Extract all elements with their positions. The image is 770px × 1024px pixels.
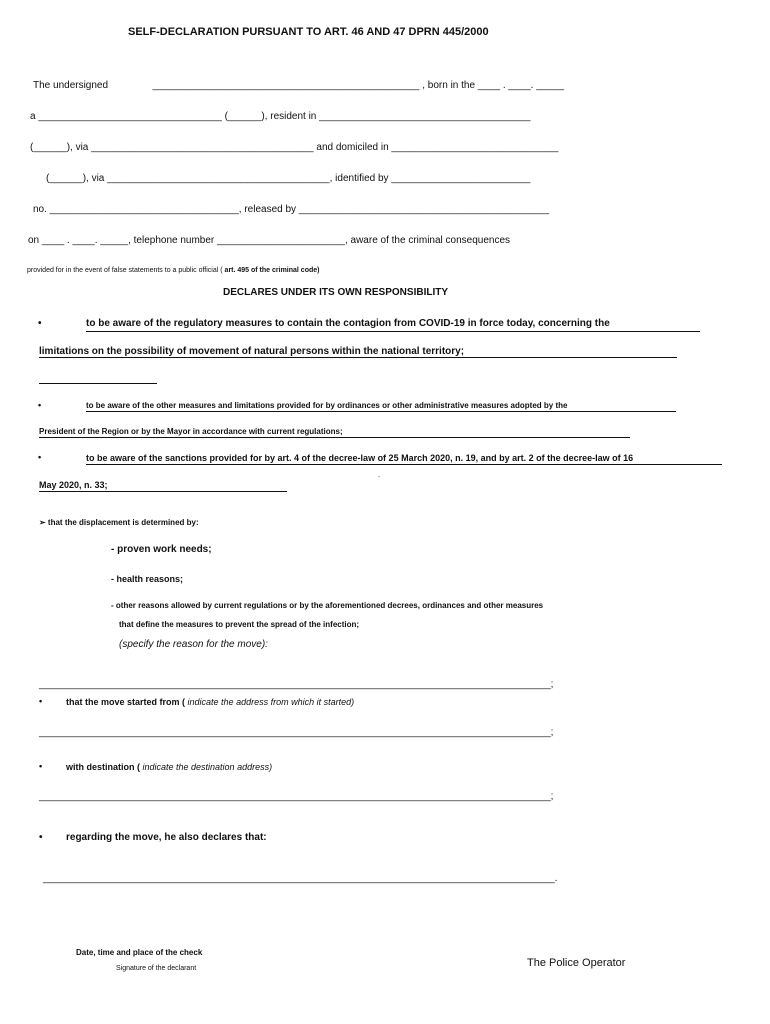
bullet-3: •	[38, 452, 42, 462]
point-3-underline-1	[86, 464, 722, 465]
point-1-underline-1	[86, 331, 700, 332]
reason-blank-line[interactable]: ____________________________________________________________________________________________;	[39, 679, 554, 690]
also-declares: regarding the move, he also declares that:	[66, 832, 267, 843]
legal-note-text: provided for in the event of false statements to a public official (	[27, 267, 225, 274]
point-3-mark: -	[378, 474, 381, 481]
police-operator-label: The Police Operator	[527, 957, 626, 969]
move-start-hint: indicate the address from which it started)	[187, 697, 355, 707]
declares-heading: DECLARES UNDER ITS OWN RESPONSIBILITY	[223, 287, 449, 298]
signature-label: Signature of the declarant	[116, 965, 197, 972]
date-place-label: Date, time and place of the check	[76, 948, 203, 957]
destination-blank[interactable]: ____________________________________________________________________________________________;	[39, 791, 554, 802]
reason-other-line-2: that define the measures to prevent the spread of the infection;	[119, 620, 360, 629]
point-1-line-1: to be aware of the regulatory measures to contain the contagion from COVID-19 in force today, concerning the	[86, 318, 610, 329]
destination-label	[66, 761, 272, 773]
reason-other-line-1: - other reasons allowed by current regulations or by the aforementioned decrees, ordinances and other measures	[111, 601, 544, 610]
telephone-line: on ____ . ____. _____, telephone number _______________________, aware of the criminal consequences	[28, 235, 511, 246]
point-3-underline-2	[39, 491, 287, 492]
reason-work: - proven work needs;	[111, 544, 212, 555]
destination-bold: with destination (	[66, 762, 143, 772]
bullet-2: •	[38, 400, 42, 410]
start-address-blank[interactable]: ____________________________________________________________________________________________;	[39, 727, 554, 738]
move-start-bold: that the move started from (	[66, 697, 188, 707]
specify-reason: (specify the reason for the move):	[119, 639, 268, 650]
point-1-extra-rule	[39, 383, 157, 384]
point-1-underline-2	[39, 357, 677, 358]
point-2-underline-2	[39, 437, 630, 438]
identified-line: (______), via ________________________________________, identified by _________________________	[46, 173, 531, 184]
document-line: no. __________________________________, released by _____________________________________________	[33, 204, 550, 215]
domicile-line: (______), via ________________________________________ and domiciled in ______________________________	[30, 142, 559, 153]
page-title: SELF-DECLARATION PURSUANT TO ART. 46 AND 47 DPRN 445/2000	[128, 26, 489, 38]
point-2-line-1: to be aware of the other measures and limitations provided for by ordinances or other administrative measures adopted by the	[86, 401, 568, 410]
point-1-line-2: limitations on the possibility of movement of natural persons within the national territory;	[39, 346, 465, 357]
bullet-5: •	[39, 761, 43, 771]
birthplace-line: a _________________________________ (______), resident in ______________________________________	[30, 111, 531, 122]
move-start-label	[66, 696, 354, 708]
point-2-line-2: President of the Region or by the Mayor in accordance with current regulations;	[39, 427, 343, 436]
also-declares-blank[interactable]: ____________________________________________________________________________________________.	[43, 873, 558, 884]
legal-note	[27, 266, 319, 275]
point-2-underline-1	[86, 411, 676, 412]
point-3-line-1: to be aware of the sanctions provided for by art. 4 of the decree-law of 25 March 2020, n. 19, and by art. 2 of the decree-law of 16	[86, 453, 634, 463]
bullet-6: •	[39, 832, 43, 843]
reason-health: - health reasons;	[111, 574, 184, 584]
bullet-1: •	[38, 318, 42, 329]
point-3-line-2: May 2020, n. 33;	[39, 480, 108, 490]
legal-note-article: art. 495 of the criminal code)	[224, 267, 320, 274]
displacement-heading: ➢ that the displacement is determined by:	[39, 518, 199, 527]
undersigned-line: The undersigned ________________________________________________ , born in the ____ . ____. _____	[33, 80, 565, 91]
destination-hint: indicate the destination address)	[142, 762, 273, 772]
bullet-4: •	[39, 696, 43, 706]
